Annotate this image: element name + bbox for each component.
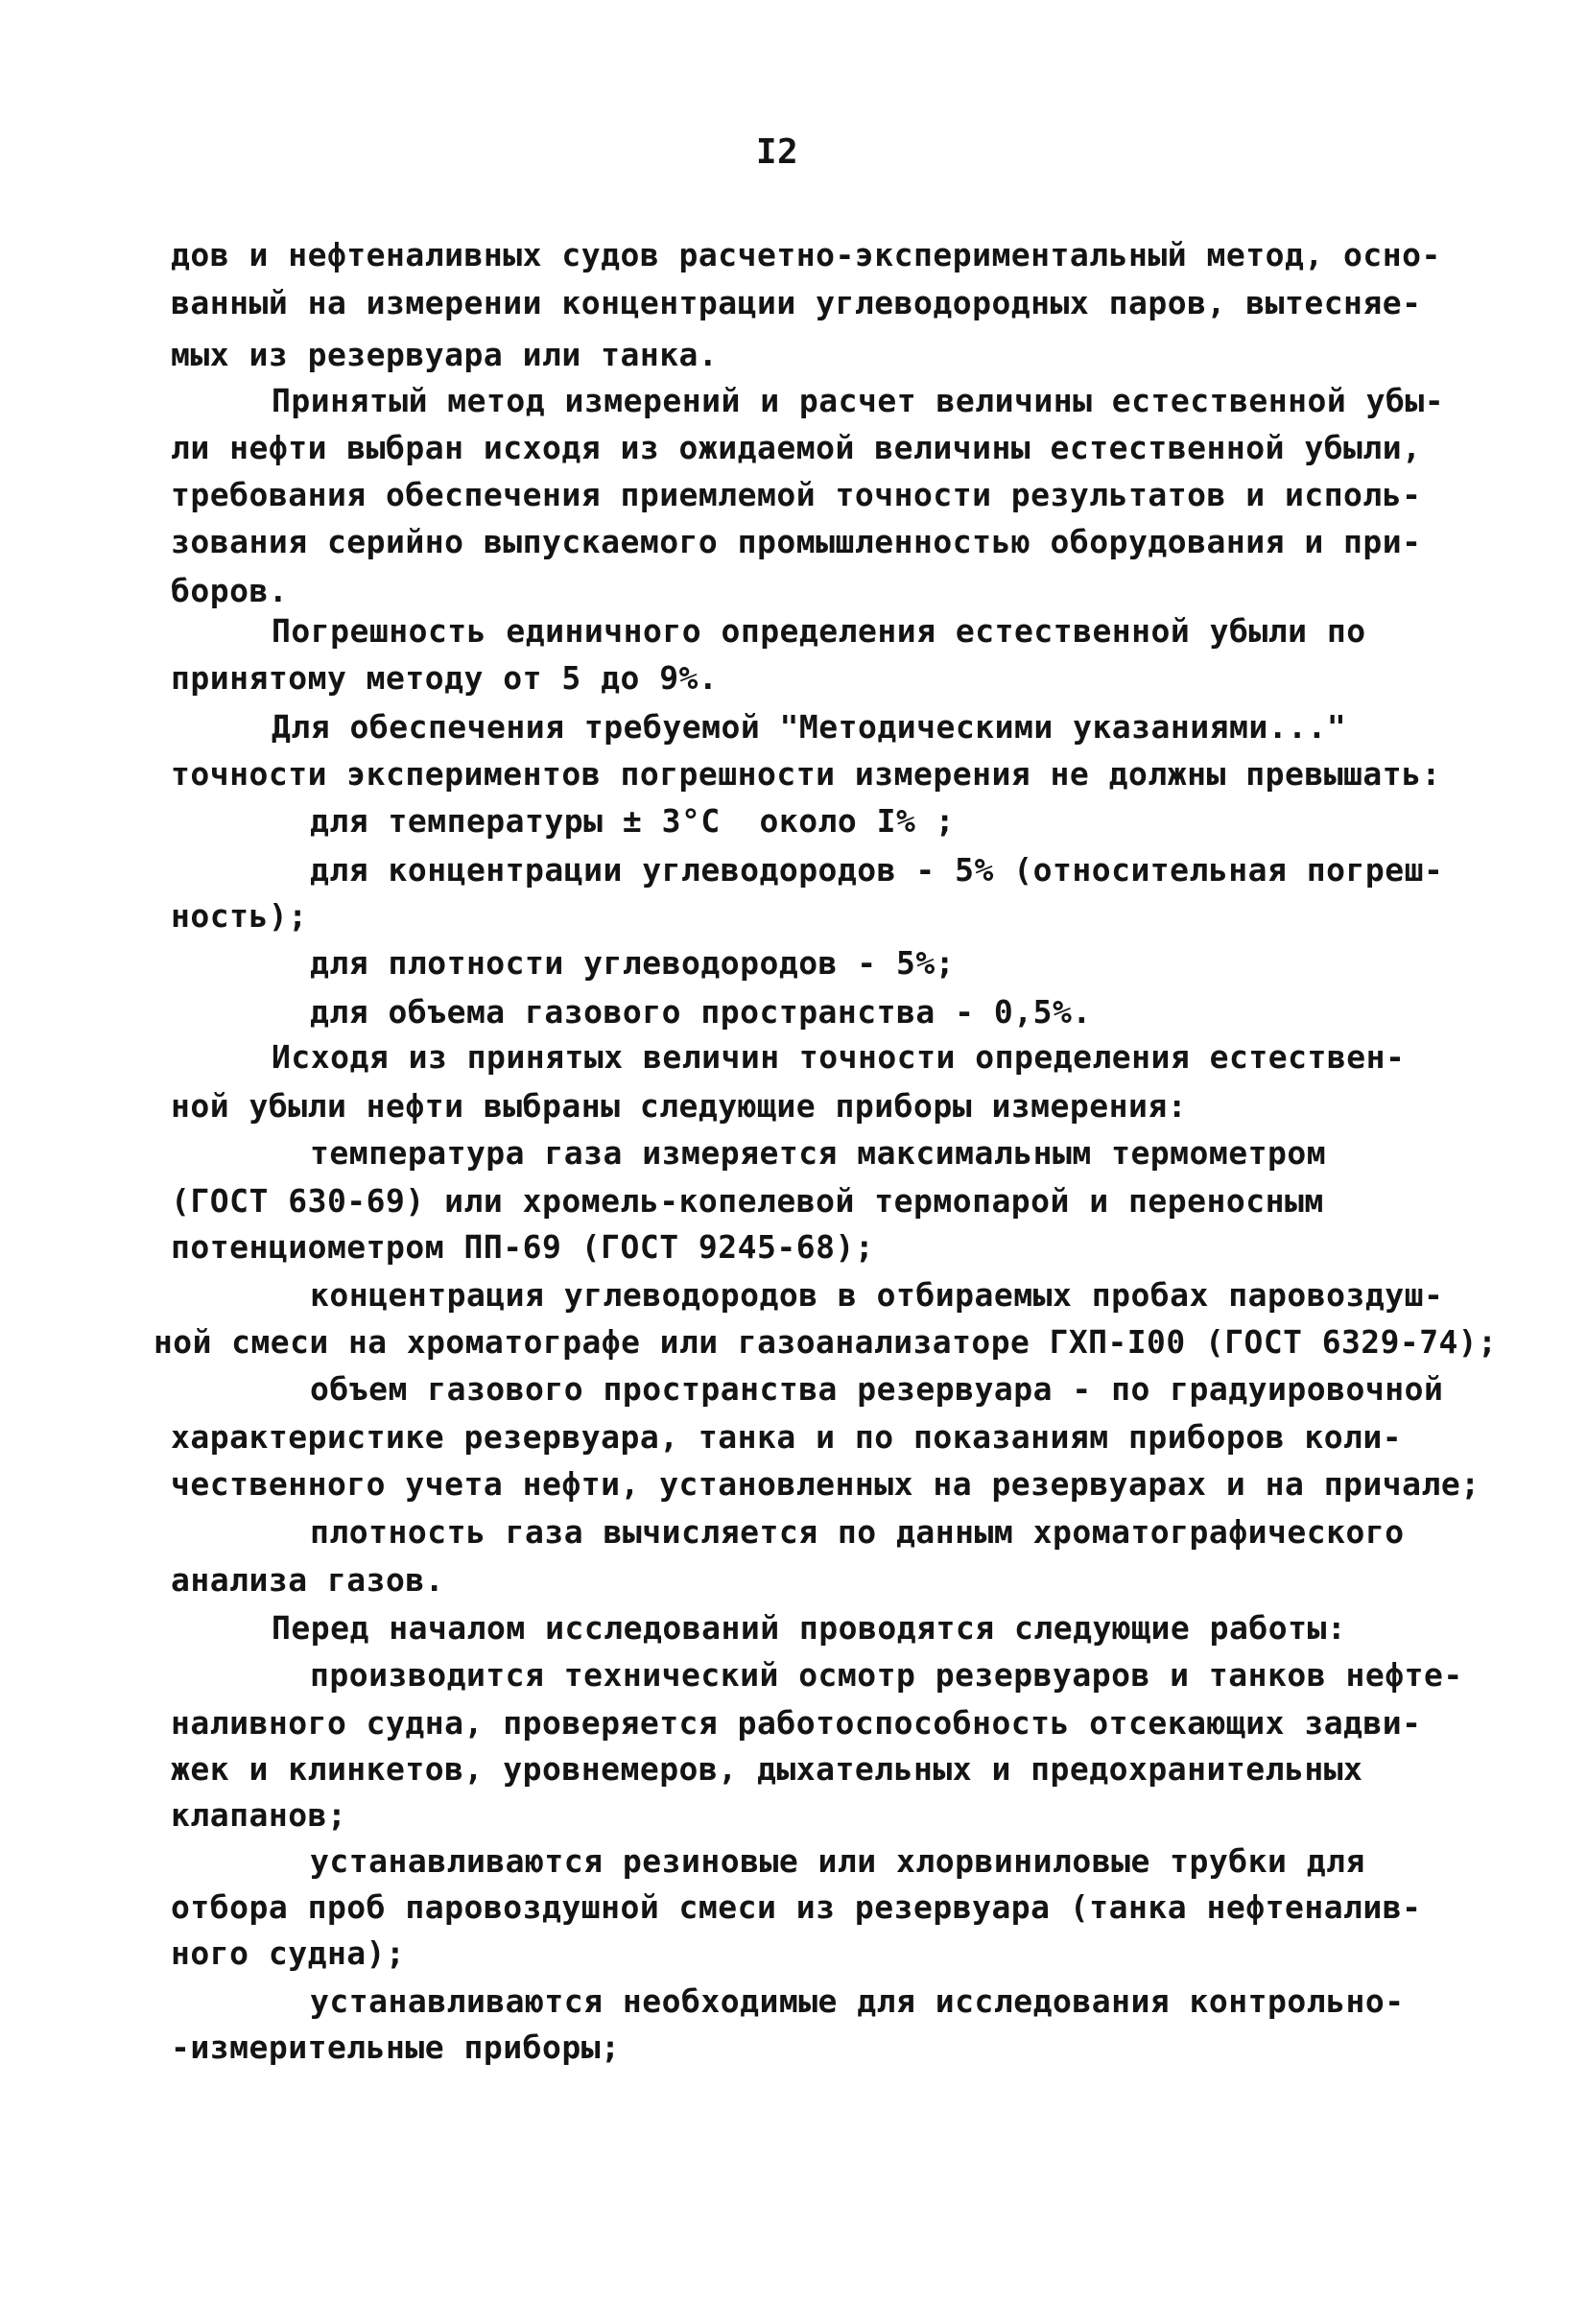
text-line: принятому методу от 5 до 9%. xyxy=(171,659,719,697)
text-line: плотность газа вычисляется по данным хроматографического xyxy=(310,1513,1405,1551)
text-line: анализа газов. xyxy=(171,1561,445,1599)
text-line: температура газа измеряется максимальным термометром xyxy=(310,1134,1327,1172)
text-line: для температуры ± 3°С около I% ; xyxy=(310,802,956,840)
text-line: мых из резервуара или танка. xyxy=(171,336,719,373)
text-line: Исходя из принятых величин точности определения естествен- xyxy=(272,1038,1406,1076)
text-line: боров. xyxy=(171,572,289,609)
text-line: требования обеспечения приемлемой точности результатов и исполь- xyxy=(171,476,1422,513)
text-line: потенциометром ПП-69 (ГОСТ 9245-68); xyxy=(171,1228,875,1266)
text-line: зования серийно выпускаемого промышленностью оборудования и при- xyxy=(171,523,1422,560)
text-line: ного судна); xyxy=(171,1934,406,1972)
text-line: Перед началом исследований проводятся следующие работы: xyxy=(272,1609,1347,1647)
text-line: ной смеси на хроматографе или газоанализаторе ГХП-I00 (ГОСТ 6329-74); xyxy=(154,1323,1498,1361)
text-line: отбора проб паровоздушной смеси из резервуара (танка нефтеналив- xyxy=(171,1888,1422,1926)
text-line: (ГОСТ 630-69) или хромель-копелевой термопарой и переносным xyxy=(171,1182,1324,1220)
text-line: Для обеспечения требуемой "Методическими указаниями..." xyxy=(272,708,1347,746)
text-line: объем газового пространства резервуара - по градуировочной xyxy=(310,1370,1444,1408)
text-line: для плотности углеводородов - 5%; xyxy=(310,944,956,982)
text-line: наливного судна, проверяется работоспособность отсекающих задви- xyxy=(171,1704,1422,1742)
text-line: дов и нефтеналивных судов расчетно-экспериментальный метод, осно- xyxy=(171,236,1441,273)
text-line: устанавливаются резиновые или хлорвиниловые трубки для xyxy=(310,1842,1365,1880)
page-number: I2 xyxy=(755,132,799,172)
text-line: ли нефти выбран исходя из ожидаемой величины естественной убыли, xyxy=(171,429,1422,466)
text-line: ность); xyxy=(171,897,308,935)
text-line: клапанов; xyxy=(171,1796,347,1834)
text-line: -измерительные приборы; xyxy=(171,2028,621,2066)
text-line: производится технический осмотр резервуаров и танков нефте- xyxy=(310,1656,1463,1694)
text-line: для концентрации углеводородов - 5% (относительная погреш- xyxy=(310,851,1444,889)
text-line: концентрация углеводородов в отбираемых пробах паровоздуш- xyxy=(310,1276,1444,1314)
text-line: точности экспериментов погрешности измерения не должны превышать: xyxy=(171,755,1441,793)
text-line: Принятый метод измерений и расчет величины естественной убы- xyxy=(272,382,1445,419)
text-line: чественного учета нефти, установленных на резервуарах и на причале; xyxy=(171,1465,1480,1503)
text-line: Погрешность единичного определения естественной убыли по xyxy=(272,612,1366,650)
text-line: для объема газового пространства - 0,5%. xyxy=(310,993,1092,1031)
text-line: характеристике резервуара, танка и по показаниям приборов коли- xyxy=(171,1418,1403,1456)
text-line: ной убыли нефти выбраны следующие приборы измерения: xyxy=(171,1087,1188,1125)
text-line: ванный на измерении концентрации углеводородных паров, вытесняе- xyxy=(171,284,1422,321)
text-line: жек и клинкетов, уровнемеров, дыхательных и предохранительных xyxy=(171,1750,1363,1788)
text-line: устанавливаются необходимые для исследования контрольно- xyxy=(310,1982,1405,2020)
